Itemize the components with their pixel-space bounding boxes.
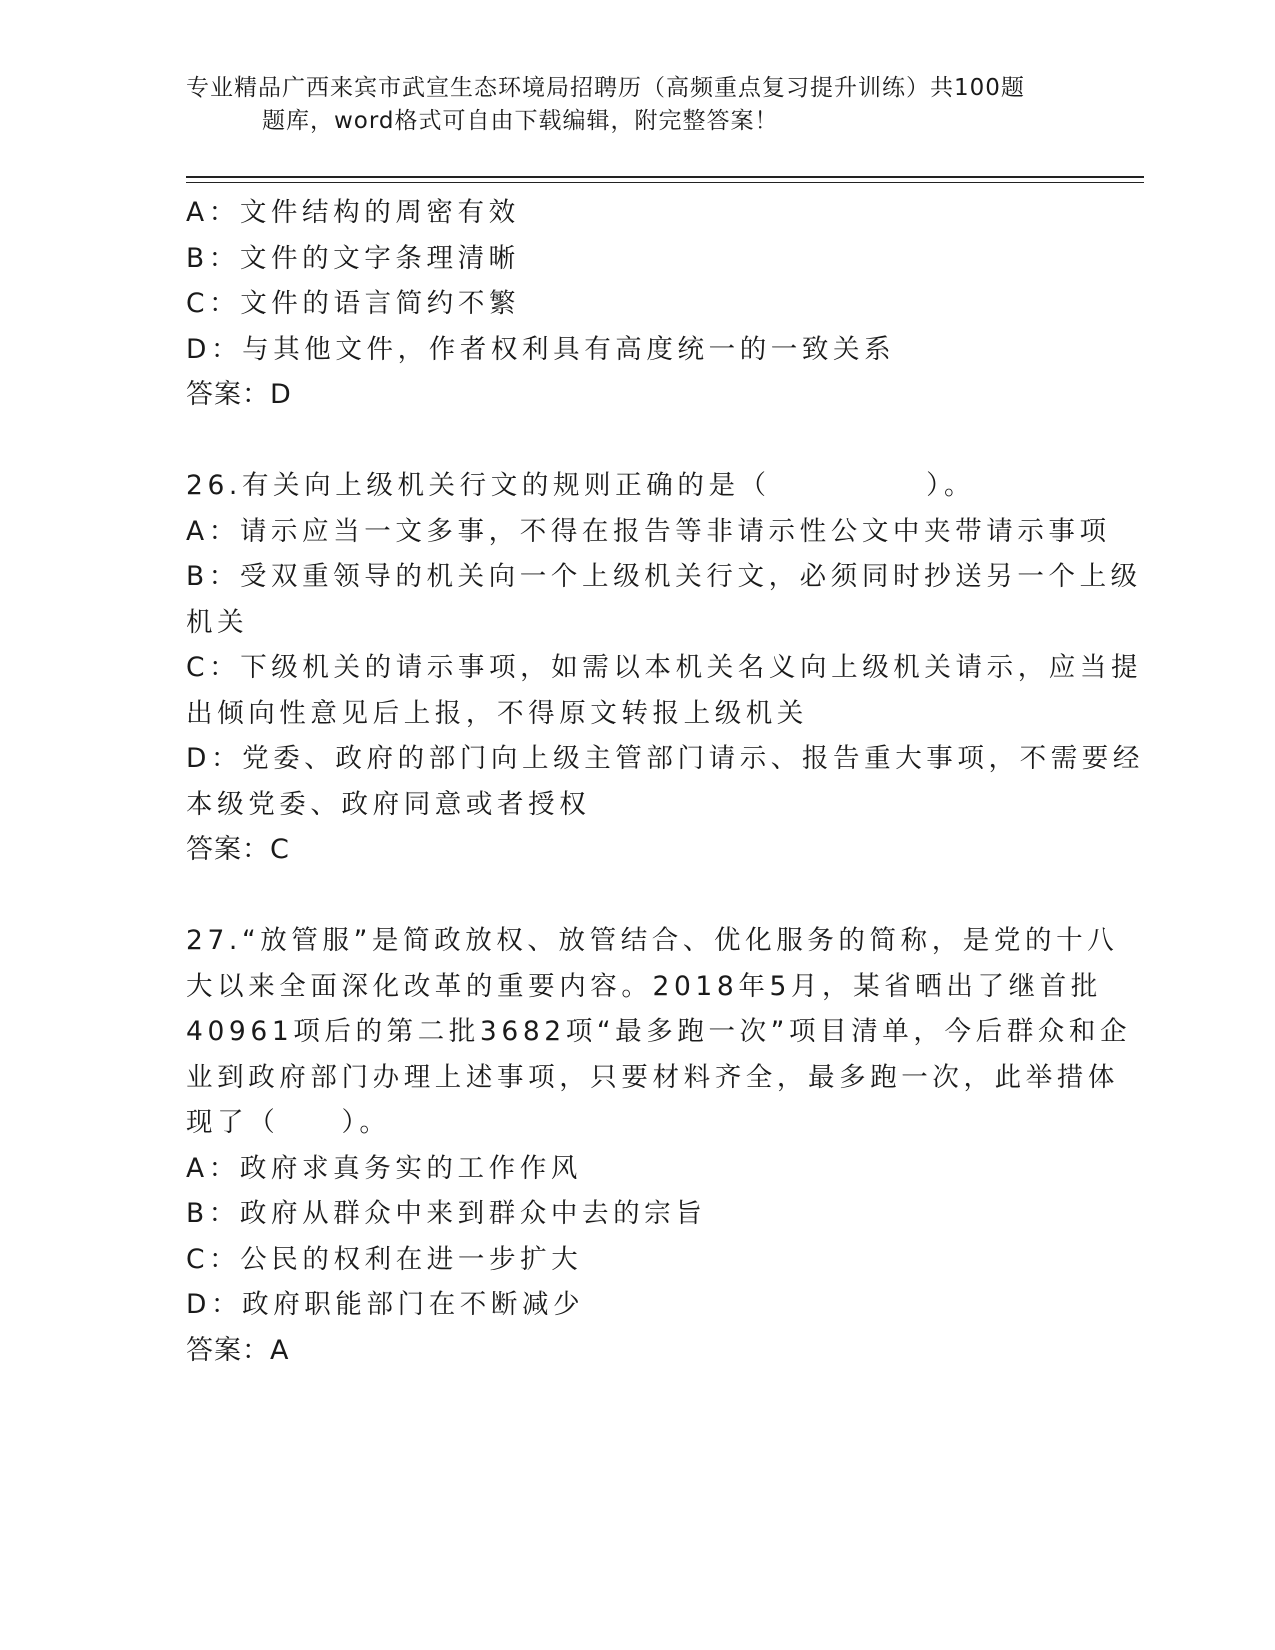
q26-option-d-cont: 本级党委、政府同意或者授权 [186,788,591,820]
question-27 [186,918,1132,1373]
question-25 [186,190,1066,418]
q25-option-d: D：与其他文件，作者权利具有高度统一的一致关系 [186,333,896,365]
header-rule-thick [186,176,1144,178]
q26-option-b: B：受双重领导的机关向一个上级机关行文，必须同时抄送另一个上级 [186,561,1142,592]
q25-option-a: A：文件结构的周密有效 [186,197,520,228]
q27-stem-line-1: 27.“放管服”是简政放权、放管结合、优化服务的简称，是党的十八 [186,925,1119,956]
q26-option-c-cont: 出倾向性意见后上报，不得原文转报上级机关 [186,697,808,729]
q26-option-d: D：党委、政府的部门向上级主管部门请示、报告重大事项，不需要经 [186,743,1145,774]
q27-option-c: C：公民的权利在进一步扩大 [186,1243,583,1275]
q27-stem-line-4: 业到政府部门办理上述事项，只要材料齐全，最多跑一次，此举措体 [186,1061,1119,1093]
q26-answer: 答案：C [186,834,290,865]
spacer [186,873,1066,919]
q27-stem-line-5: 现了（ ）。 [186,1107,391,1138]
q27-option-a: A：政府求真务实的工作作风 [186,1152,582,1184]
question-26 [186,463,1145,873]
q25-answer: 答案：D [186,379,292,410]
header-title-line-1: 专业精品广西来宾市武宣生态环境局招聘历（高频重点复习提升训练）共100题 [186,75,1025,101]
q27-answer: 答案：A [186,1334,290,1366]
q26-option-a: A：请示应当一文多事，不得在报告等非请示性公文中夹带请示事项 [186,515,1111,547]
q27-option-d: D：政府职能部门在不断减少 [186,1289,585,1320]
q27-option-b: B：政府从群众中来到群众中去的宗旨 [186,1198,707,1229]
question-content [186,190,1145,1373]
q26-option-c: C：下级机关的请示事项，如需以本机关名义向上级机关请示，应当提 [186,652,1143,683]
q26-stem: 26.有关向上级机关行文的规则正确的是（ ）。 [186,470,976,501]
header-title-line-2: 题库，word格式可自由下载编辑，附完整答案！ [262,108,779,134]
q27-stem-line-3: 40961项后的第二批3682项“最多跑一次”项目清单，今后群众和企 [186,1016,1132,1047]
q25-option-b: B：文件的文字条理清晰 [186,242,520,274]
q27-stem-line-2: 大以来全面深化改革的重要内容。2018年5月，某省晒出了继首批 [186,970,1102,1002]
page-header [186,72,1066,138]
spacer [186,418,1066,464]
q25-option-c: C：文件的语言简约不繁 [186,288,521,319]
q26-option-b-cont: 机关 [186,606,249,638]
header-rule-thin [186,182,1144,183]
